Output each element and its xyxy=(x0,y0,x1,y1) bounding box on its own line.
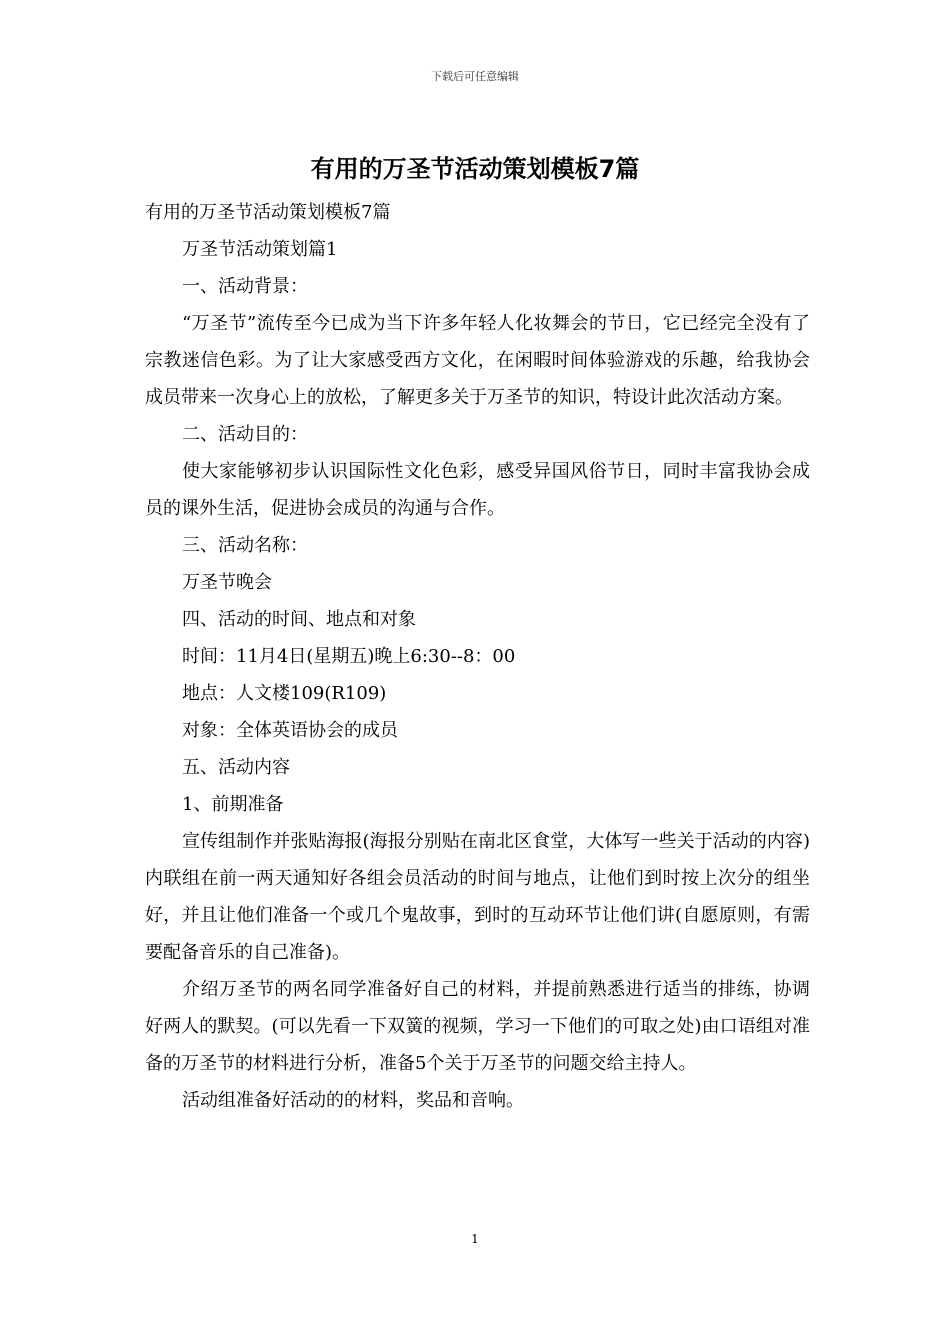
paragraph: 介绍万圣节的两名同学准备好自己的材料，并提前熟悉进行适当的排练，协调好两人的默契。(可以先看一下双簧的视频，学习一下他们的可取之处)由口语组对准备的万圣节的材料进行分析，准备5个关于万圣节的问题交给主持人。 xyxy=(145,979,810,1074)
paragraph: 1、前期准备 xyxy=(182,794,284,815)
paragraph: 有用的万圣节活动策划模板7篇 xyxy=(145,202,391,223)
paragraph: “万圣节”流传至今已成为当下许多年轻人化妆舞会的节日，它已经完全没有了宗教迷信色彩。为了让大家感受西方文化，在闲暇时间体验游戏的乐趣，给我协会成员带来一次身心上的放松，了解更多关于万圣节的知识，特设计此次活动方案。 xyxy=(145,313,810,408)
paragraph: 对象：全体英语协会的成员 xyxy=(182,720,398,741)
paragraph: 使大家能够初步认识国际性文化色彩，感受异国风俗节日，同时丰富我协会成员的课外生活，促进协会成员的沟通与合作。 xyxy=(145,461,810,519)
document-body xyxy=(145,194,810,1119)
paragraph: 五、活动内容 xyxy=(182,757,290,778)
document-title: 有用的万圣节活动策划模板7篇 xyxy=(310,155,640,183)
paragraph: 时间：11月4日(星期五)晚上6:30--8：00 xyxy=(182,646,516,667)
paragraph: 三、活动名称： xyxy=(182,535,308,556)
paragraph: 万圣节晚会 xyxy=(182,572,272,593)
paragraph: 一、活动背景： xyxy=(182,276,308,297)
header-note: 下载后可任意编辑 xyxy=(431,70,519,83)
paragraph: 宣传组制作并张贴海报(海报分别贴在南北区食堂，大体写一些关于活动的内容)内联组在前一两天通知好各组会员活动的时间与地点，让他们到时按上次分的组坐好，并且让他们准备一个或几个鬼故事，到时的互动环节让他们讲(自愿原则，有需要配备音乐的自己准备)。 xyxy=(145,831,810,963)
paragraph: 活动组准备好活动的的材料，奖品和音响。 xyxy=(182,1090,524,1111)
paragraph: 二、活动目的： xyxy=(182,424,308,445)
page-number: 1 xyxy=(471,1232,479,1246)
paragraph: 地点：人文楼109(R109) xyxy=(182,683,387,704)
paragraph: 万圣节活动策划篇1 xyxy=(182,239,338,260)
paragraph: 四、活动的时间、地点和对象 xyxy=(182,609,416,630)
